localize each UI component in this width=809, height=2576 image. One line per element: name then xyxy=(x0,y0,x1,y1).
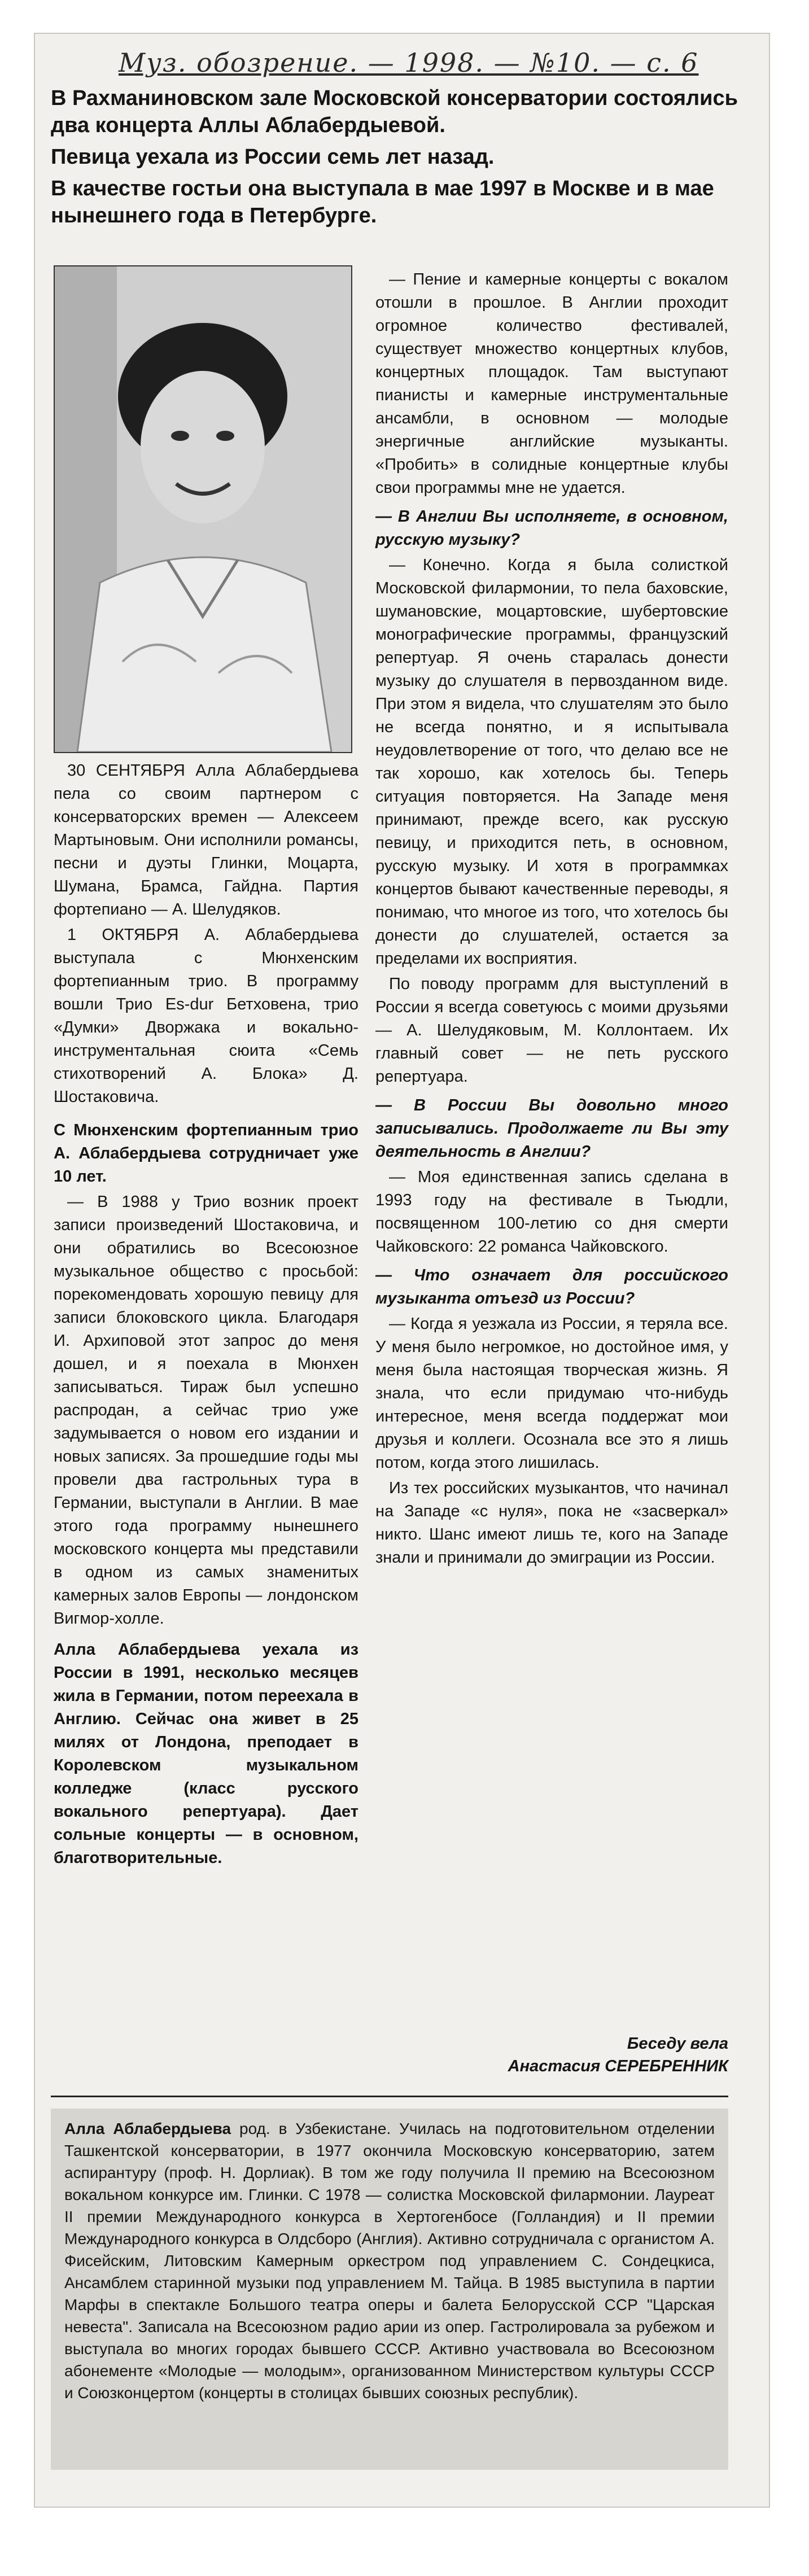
singer-portrait-photo xyxy=(54,265,352,753)
signature-line-2: Анастасия СЕРЕБРЕННИК xyxy=(508,2057,728,2075)
answer-programs-russia: По поводу программ для выступлений в России я всегда советуюсь с моими друзьями — А. Шелудяковым, М. Коллонтаем. Их главный совет — не петь русского репертуара. xyxy=(375,975,728,1086)
concert-oct-1: 1 ОКТЯБРЯ А. Аблабердыева выступала с Мюнхенским фортепианным трио. В программу вошли Трио Es-dur Бетховена, трио «Думки» Дворжака и вокально-инструментальная сюита «Семь стихотворений А. Блока» Д. Шостаковича. xyxy=(54,926,358,1106)
handwritten-source-note: Муз. обозрение. — 1998. — №10. — с. 6 xyxy=(119,47,699,78)
lead-line-3: В качестве гостьи она выступала в мае 1997 в Москве и в мае нынешнего года в Петербурге. xyxy=(51,177,714,228)
answer-concerts-england: — Пение и камерные концерты с вокалом отошли в прошлое. В Англии проходит огромное количество фестивалей, существует множество концертных клубов, концертных площадок. Там выступают пианисты и камерные инструментальные ансамбли, в основном — молодые энергичные английские музыканты. «Пробить» в солидные концертные клубы свои программы мне не удается. xyxy=(375,270,728,497)
question-recordings: — В России Вы довольно много записывались. Продолжаете ли Вы эту деятельность в Англии? xyxy=(375,1096,728,1161)
answer-leaving-russia: — Когда я уезжала из России, я теряла все. У меня было негромкое, но достойное имя, у меня была настоящая творческая жизнь. Я знала, что если придумаю что-нибудь интересное, меня всегда поддержат мои друзья и коллеги. Осознала все это я лишь потом, когда этого лишилась. xyxy=(375,1315,728,1472)
left-column xyxy=(54,759,358,1872)
biography-box xyxy=(51,2109,728,2470)
emigration-summary: Алла Аблабердыева уехала из России в 1991, несколько месяцев жила в Германии, потом переехала в Англию. Сейчас она живет в 25 милях от Лондона, преподает в Королевском музыкальном колледже (класс русского вокального репертуара). Дает сольные концерты — в основном, благотворительные. xyxy=(54,1641,358,1867)
lead-line-2: Певица уехала из России семь лет назад. xyxy=(51,145,495,169)
bio-name: Алла Аблабердыева xyxy=(64,2120,231,2137)
answer-russian-music: — Конечно. Когда я была солисткой Московской филармонии, то пела баховские, шумановские, моцартовские, шубертовские монографические программы, французский репертуар. Я очень старалась донести музыку до слушателя в первозданном виде. При этом я видела, что слушателям это было не всегда понятно, и я испытывала неудовлетворение от того, что делаю все не так хорошо, как хотелось бы. Теперь ситуация повторяется. На Западе меня принимают, прежде всего, как русскую певицу, и приходится петь, в основном, русскую музыку. И хотя в программках концертов бывают качественные переводы, я понимаю, что многое из того, что хотелось бы донести до слушателей, остается за пределами их восприятия. xyxy=(375,556,728,968)
trio-subheading: С Мюнхенским фортепианным трио А. Аблабердыева сотрудничает уже 10 лет. xyxy=(54,1121,358,1186)
right-column xyxy=(375,268,728,1572)
concert-sept-30: 30 СЕНТЯБРЯ Алла Аблабердыева пела со своим партнером с консерваторских времен — Алексеем Мартыновым. Они исполнили романсы, песни и дуэты Глинки, Моцарта, Шумана, Брамса, Гайдна. Партия фортепиано — А. Шелудяков. xyxy=(54,762,358,919)
question-leaving-russia: — Что означает для российского музыканта отъезд из России? xyxy=(375,1266,728,1307)
answer-recordings: — Моя единственная запись сделана в 1993 году на фестивале в Тьюдли, посвященном 100-летию со дня смерти Чайковского: 22 романса Чайковского. xyxy=(375,1168,728,1256)
answer-emigrant-musicians: Из тех российских музыкантов, что начинал на Западе «с нуля», пока не «засверкал» никто. Шанс имеют лишь те, кого на Западе знали и принимали до эмиграции из России. xyxy=(375,1479,728,1567)
interviewer-signature xyxy=(480,2032,728,2078)
bio-text: род. в Узбекистане. Училась на подготовительном отделении Ташкентской консерватории, в 1977 окончила Московскую консерваторию, затем аспирантуру (проф. Н. Дорлиак). В том же году получила II премию на Всесоюзном вокальном конкурсе им. Глинки. С 1978 — солистка Московской филармонии. Лауреат II премии Международного конкурса в Хертогенбосе (Голландия) и II премии Международного конкурса в Олдсборо (Англия). Активно сотрудничала с органистом А. Фисейским, Литовским Камерным оркестром под управлением С. Сондецкиса, Ансамблем старинной музыки под управлением М. Тайца. В 1985 выступила в партии Марфы в спектакле Большого театра оперы и балета Белорусской ССР "Царская невеста". Записала на Всесоюзном радио арии из опер. Гастролировала за рубежом и выступала во многих городах бывшего СССР. Активно участвовала во Всесоюзном абонементе «Молодые — молодым», организованном Министерством культуры СССР и Союзконцертом (концерты в столицах бывших союзных республик). xyxy=(64,2120,715,2402)
article-lead xyxy=(51,85,756,234)
trio-story: — В 1988 у Трио возник проект записи произведений Шостаковича, и они обратились во Всесоюзное музыкальное общество с просьбой: порекомендовать хорошую певицу для записи блоковского цикла. Благодаря И. Архиповой этот запрос до меня дошел, и я поехала в Мюнхен записываться. Тираж был успешно распродан, а сейчас трио уже задумывается о новом его издании и новых записях. За прошедшие годы мы провели два гастрольных тура в Германии, выступали в Англии. В мае этого года программу нынешнего московского концерта мы представили в одном из самых знаменитых камерных залов Европы — лондонском Вигмор-холле. xyxy=(54,1193,358,1628)
question-russian-music: — В Англии Вы исполняете, в основном, русскую музыку? xyxy=(375,508,728,549)
section-divider xyxy=(51,2096,728,2097)
lead-line-1: В Рахманиновском зале Московской консерватории состоялись два концерта Аллы Аблабердыевой. xyxy=(51,86,738,137)
signature-line-1: Беседу вела xyxy=(627,2035,728,2053)
